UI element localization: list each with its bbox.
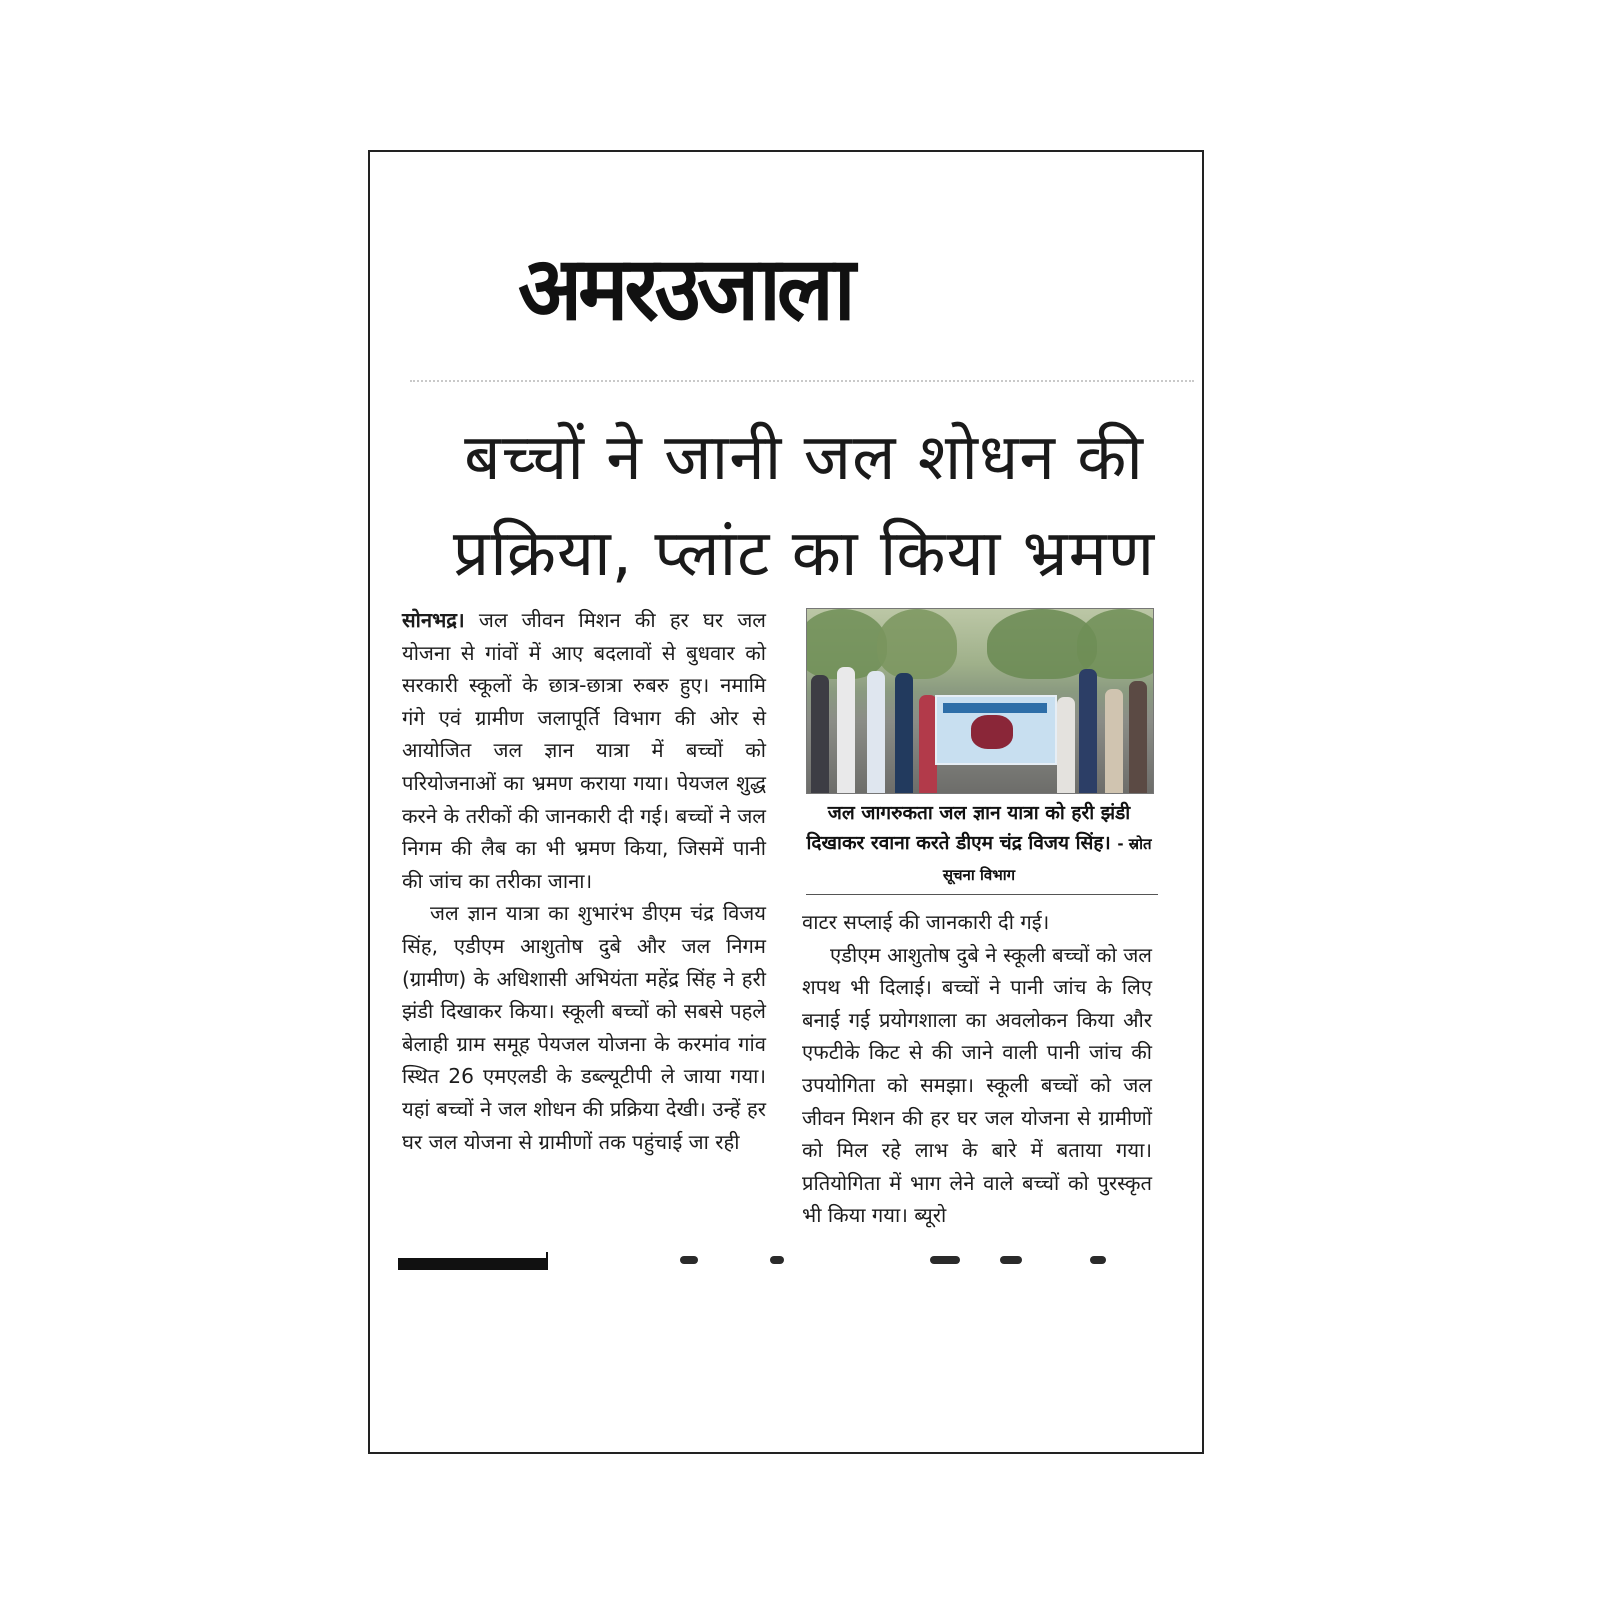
article-column-right: [802, 906, 1152, 1232]
article-paragraph: जल ज्ञान यात्रा का शुभारंभ डीएम चंद्र विजय सिंह, एडीएम आशुतोष दुबे और जल निगम (ग्रामीण) के अधिशासी अभियंता महेंद्र सिंह ने हरी झंडी दिखाकर किया। स्कूली बच्चों को सबसे पहले बेलाही ग्राम समूह पेयजल योजना के करमांव गांव स्थित 26 एमएलडी के डब्ल्यूटीपी ले जाया गया। यहां बच्चों ने जल शोधन की प्रक्रिया देखी। उन्हें हर घर जल योजना से ग्रामीणों तक पहुंचाई जा रही: [402, 901, 766, 1154]
article-paragraph: वाटर सप्लाई की जानकारी दी गई।: [802, 910, 1050, 934]
photo-credit: - स्रोत सूचना विभाग: [942, 835, 1152, 884]
headline-line-1: बच्चों ने जानी जल शोधन की: [464, 421, 1144, 495]
photo-caption: [806, 798, 1152, 890]
article-column-left: [402, 604, 766, 1158]
next-section-bar: [398, 1258, 546, 1270]
caption-divider: [806, 894, 1158, 895]
cropped-next-headline: [670, 1256, 1130, 1272]
article-headline: [418, 410, 1190, 602]
news-photo: [806, 608, 1154, 794]
caption-text: जल जागरुकता जल ज्ञान यात्रा को हरी झंडी दिखाकर रवाना करते डीएम चंद्र विजय सिंह।: [806, 802, 1131, 854]
photo-banner: [935, 695, 1057, 765]
newspaper-masthead: अमरउजाला: [518, 237, 852, 340]
article-paragraph: एडीएम आशुतोष दुबे ने स्कूली बच्चों को जल शपथ भी दिलाई। बच्चों ने पानी जांच के लिए बनाई गई प्रयोगशाला का अवलोकन किया और एफटीके किट से की जाने वाली पानी जांच की उपयोगिता को समझा। स्कूली बच्चों को जल जीवन मिशन की हर घर जल योजना से ग्रामीणों को मिल रहे लाभ के बारे में बताया गया। प्रतियोगिता में भाग लेने वाले बच्चों को पुरस्कृत भी किया गया। ब्यूरो: [802, 942, 1152, 1228]
next-section-divider: [546, 1252, 548, 1270]
newspaper-clipping: [368, 150, 1204, 1454]
paragraph-text: जल जीवन मिशन की हर घर जल योजना से गांवों में आए बदलावों से बुधवार को सरकारी स्कूलों के छात्र-छात्रा रुबरु हुए। नमामि गंगे एवं ग्रामीण जलापूर्ति विभाग की ओर से आयोजित जल ज्ञान यात्रा में बच्चों को परियोजनाओं का भ्रमण कराया गया। पेयजल शुद्ध करने के तरीकों की जानकारी दी गई। बच्चों ने जल निगम की लैब का भी भ्रमण किया, जिसमें पानी की जांच का तरीका जाना।: [402, 608, 766, 893]
article-dateline: सोनभद्र।: [402, 608, 465, 632]
article-paragraph: [402, 604, 766, 897]
dotted-divider: [410, 380, 1194, 382]
headline-line-2: प्रक्रिया, प्लांट का किया भ्रमण: [452, 517, 1156, 591]
